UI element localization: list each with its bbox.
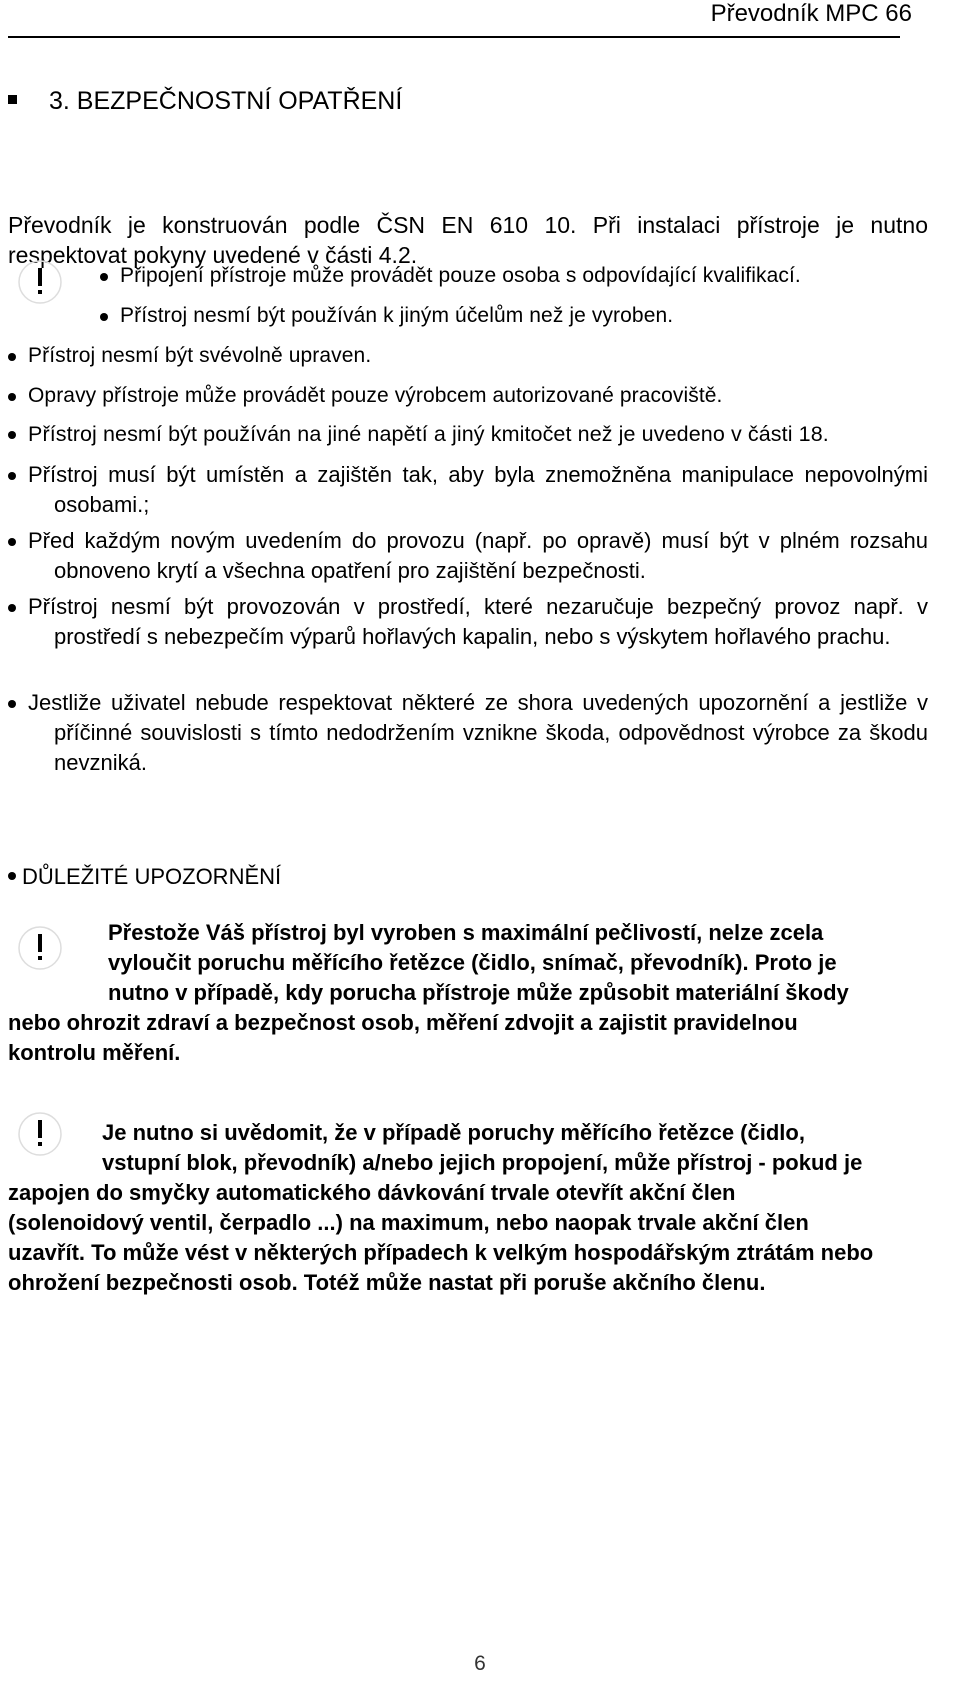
bullet-dot-icon [8, 431, 16, 439]
list-item: Přístroj nesmí být používán na jiné napětí a jiný kmitočet než je uvedeno v části 18. [8, 420, 829, 448]
list-item: Před každým novým uvedením do provozu (např. po opravě) musí být v plném rozsahu obnoveno krytí a všechna opatření pro zajištění bezpečnosti. [8, 526, 928, 586]
bullet-dot-icon [100, 273, 108, 281]
list-item: Přístroj nesmí být používán k jiným účelům než je vyroben. [100, 302, 673, 330]
list-item: Přístroj nesmí být svévolně upraven. [8, 342, 371, 370]
bullet-dot-icon [100, 313, 108, 321]
bullet-dot-icon [8, 872, 16, 880]
bullet-dot-icon [8, 700, 16, 708]
list-item: Přístroj nesmí být provozován v prostředí, které nezaručuje bezpečný provoz např. v prostředí s nebezpečím výparů hořlavých kapalin, nebo s výskytem hořlavého prachu. [8, 592, 928, 652]
bullet-dot-icon [8, 353, 16, 361]
square-bullet-icon [8, 95, 17, 104]
bullet-dot-icon [8, 604, 16, 612]
bullet-dot-icon [8, 472, 16, 480]
section-heading-text: 3. BEZPEČNOSTNÍ OPATŘENÍ [49, 87, 403, 115]
intro-paragraph: Převodník je konstruován podle ČSN EN 610 10. Při instalaci přístroje je nutno respektovat pokyny uvedené v části 4.2. [8, 212, 928, 268]
exclamation-warning-icon [16, 258, 64, 306]
list-item: Přístroj musí být umístěn a zajištěn tak, aby byla znemožněna manipulace nepovolnými osobami.; [8, 460, 928, 520]
list-item: Připojení přístroje může provádět pouze osoba s odpovídající kvalifikací. [100, 262, 801, 290]
section-heading [8, 86, 402, 116]
page-number: 6 [474, 1652, 486, 1675]
header-divider [8, 36, 900, 38]
warning-paragraph-2: Je nutno si uvědomit, že v případě poruchy měřícího řetězce (čidlo, vstupní blok, převodník) a/nebo jejich propojení, může přístroj - pokud je zapojen do smyčky automatického dávkování trvale otevřít akční člen (solenoidový ventil, čerpadlo ...) na maximum, nebo naopak trvale akční člen uzavřít. To může vést v některých případech k velkým hospodářským ztrátám nebo ohrožení bezpečnosti osob. Totéž může nastat při poruše akčního členu. [8, 1120, 874, 1295]
bullet-dot-icon [8, 393, 16, 401]
warning-paragraph-1: Přestože Váš přístroj byl vyroben s maximální pečlivostí, nelze zcela vyloučit poruchu měřícího řetězce (čidlo, snímač, převodník). Proto je nutno v případě, kdy porucha přístroje může způsobit materiální škody nebo ohrozit zdraví a bezpečnost osob, měření zdvojit a zajistit pravidelnou kontrolu měření. [8, 920, 849, 1065]
bullet-dot-icon [8, 538, 16, 546]
important-heading: DŮLEŽITÉ UPOZORNĚNÍ [8, 862, 281, 892]
list-item: Opravy přístroje může provádět pouze výrobcem autorizované pracoviště. [8, 382, 723, 410]
list-item: Jestliže uživatel nebude respektovat některé ze shora uvedených upozornění a jestliže v příčinné souvislosti s tímto nedodržením vznikne škoda, odpovědnost výrobce za škodu nevzniká. [8, 688, 928, 778]
page-header-title: Převodník MPC 66 [710, 0, 912, 27]
